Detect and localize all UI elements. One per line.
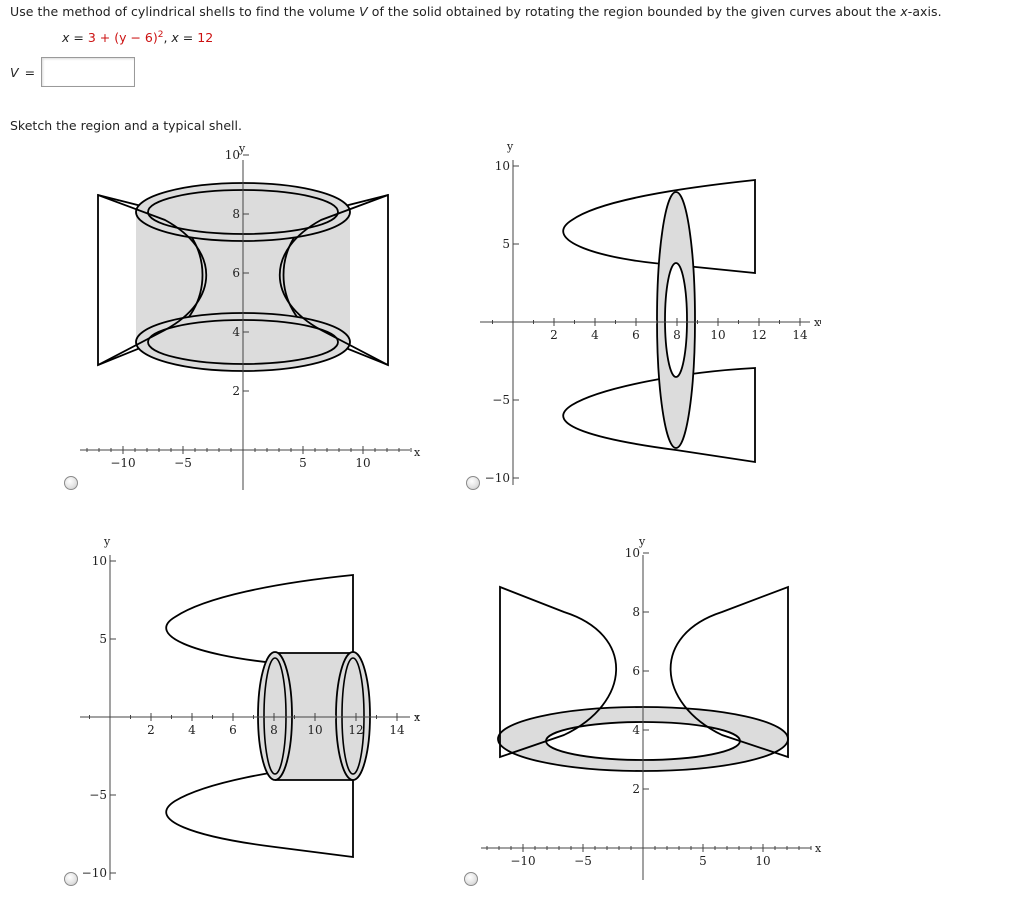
washer-inner	[665, 263, 687, 377]
y-tick-label: 10	[624, 546, 640, 560]
x-tick-label: 2	[550, 328, 558, 342]
shell-left-ring-inner	[264, 658, 286, 774]
option-c-plot	[75, 535, 445, 885]
x-tick-label: 5	[699, 854, 707, 868]
y-tick-label: 8	[632, 605, 640, 619]
y-axis-letter: y	[239, 142, 246, 155]
y-tick-label: 10	[224, 148, 240, 162]
option-a-plot	[70, 140, 440, 490]
y-tick-label: 10	[494, 159, 510, 173]
answer-row	[10, 56, 135, 88]
x-tick-label: 12	[348, 723, 364, 737]
question-text	[10, 4, 942, 19]
y-tick-label: −5	[492, 393, 510, 407]
answer-equals: =	[24, 64, 36, 80]
y-tick-label: 4	[232, 325, 240, 339]
y-axis-letter: y	[104, 535, 111, 548]
y-axis-letter: y	[639, 535, 646, 548]
option-b-svg	[480, 140, 830, 490]
x-tick-label: 5	[299, 456, 307, 470]
y-tick-label: 2	[232, 384, 240, 398]
volume-answer-input[interactable]	[41, 57, 135, 87]
y-tick-label: −5	[89, 788, 107, 802]
option-d-radio[interactable]	[464, 872, 478, 886]
given-curves	[62, 30, 213, 45]
eq1-mid: =	[69, 30, 88, 46]
question-suffix1: of the solid obtained by rotating the region bounded by the given curves about the	[367, 4, 901, 19]
option-a-radio[interactable]	[64, 476, 78, 490]
y-tick-label: −10	[484, 471, 510, 485]
y-axis-letter: y	[507, 140, 514, 153]
y-tick-label: 10	[91, 554, 107, 568]
x-tick-label: 8	[673, 328, 681, 342]
option-b-plot	[480, 140, 830, 490]
shell-right-ring-inner	[342, 658, 364, 774]
y-tick-label: 6	[632, 664, 640, 678]
x-tick-label: −10	[110, 456, 136, 470]
option-a-svg	[70, 140, 440, 490]
sketch-prompt: Sketch the region and a typical shell.	[10, 118, 242, 133]
x-tick-label: −10	[510, 854, 536, 868]
x-tick-label: 10	[355, 456, 371, 470]
question-suffix2: -axis.	[907, 4, 942, 19]
x-axis-letter: x	[414, 711, 421, 724]
y-tick-label: 6	[232, 266, 240, 280]
eq1-rhs: 3 + (y − 6)	[87, 30, 158, 46]
option-c-radio[interactable]	[64, 872, 78, 886]
x-tick-label: 10	[755, 854, 771, 868]
eq2-lhs: x	[171, 30, 179, 46]
x-tick-label: 10	[307, 723, 323, 737]
x-tick-label: 8	[270, 723, 278, 737]
y-tick-label: −10	[81, 866, 107, 880]
x-tick-label: −5	[574, 854, 592, 868]
x-tick-label: 10	[710, 328, 726, 342]
x-tick-label: 14	[792, 328, 808, 342]
x-tick-label: −5	[174, 456, 192, 470]
answer-label: V	[10, 64, 19, 80]
option-c-svg	[75, 535, 445, 885]
x-axis-letter: x	[814, 316, 821, 329]
x-tick-label: 4	[188, 723, 196, 737]
x-tick-label: 2	[147, 723, 155, 737]
eq1-exponent: 2	[157, 30, 164, 40]
eq2-mid: =	[178, 30, 198, 46]
y-tick-label: 8	[232, 207, 240, 221]
y-tick-label: 5	[99, 632, 107, 646]
eq2-rhs: 12	[197, 30, 214, 46]
option-b-radio[interactable]	[466, 476, 480, 490]
eq1-lhs: x	[62, 30, 70, 46]
question-axis-var: x	[900, 4, 908, 19]
x-axis-letter: x	[414, 446, 421, 459]
x-tick-label: 12	[751, 328, 767, 342]
question-prefix: Use the method of cylindrical shells to find the volume	[10, 4, 360, 19]
x-tick-label: 6	[632, 328, 640, 342]
x-tick-label: 4	[591, 328, 599, 342]
y-tick-label: 2	[632, 782, 640, 796]
y-tick-label: 4	[632, 723, 640, 737]
y-tick-label: 5	[502, 237, 510, 251]
option-d-plot	[476, 535, 846, 885]
question-var: V	[359, 4, 368, 19]
option-d-svg	[476, 535, 846, 885]
eq-separator: ,	[163, 30, 172, 46]
x-tick-label: 14	[389, 723, 405, 737]
x-axis-letter: x	[815, 842, 822, 855]
x-tick-label: 6	[229, 723, 237, 737]
